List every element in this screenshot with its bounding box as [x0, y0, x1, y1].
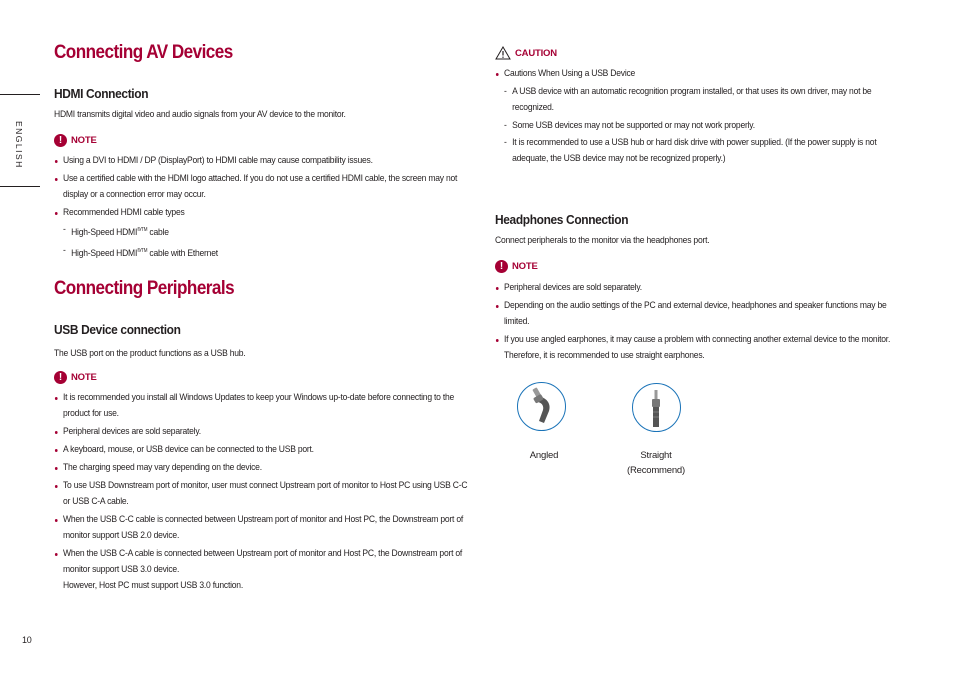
list-item: When the USB C-A cable is connected between Upstream port of monitor and Host PC, the Downstream port of monitor support USB 3.0 device. However, Host PC must support USB 3.0 function. — [54, 546, 477, 594]
list-item: Cautions When Using a USB Device - A USB device with an automatic recognition program installed, or that uses its own driver, may not be recognized. - Some USB devices may not be supported or may not work properly. - It is recommended to use a USB hub or hard disk drive with power supplied. (If the power supply is not adequate, the USB device may not be recognized properly.) — [495, 66, 900, 167]
av-devices-title: Connecting AV Devices — [54, 42, 233, 63]
hdmi-note-label: NOTE — [71, 135, 97, 146]
headphones-heading: Headphones Connection — [495, 212, 629, 227]
note-exclamation-icon: ! — [54, 134, 67, 147]
list-item: When the USB C-C cable is connected between Upstream port of monitor and Host PC, the Downstream port of monitor support USB 2.0 device. — [54, 512, 477, 544]
headphones-note-list — [495, 280, 918, 366]
list-item: Recommended HDMI cable types - High-Speed $HDMI^{®/TM}$ cable - High-Speed $HDMI^{®/TM}$ cable with Ethernet — [54, 205, 477, 262]
language-label: ENGLISH — [14, 121, 24, 169]
caution-triangle-icon — [495, 46, 511, 60]
note-exclamation-icon: ! — [495, 260, 508, 273]
hdmi-description: HDMI transmits digital video and audio signals from your AV device to the monitor. — [54, 109, 346, 120]
sidebar-bottom-rule — [0, 186, 40, 187]
list-item: Peripheral devices are sold separately. — [495, 280, 918, 296]
hdmi-note-header — [54, 134, 97, 147]
peripherals-title: Connecting Peripherals — [54, 278, 235, 299]
caution-subitem: - It is recommended to use a USB hub or hard disk drive with power supplied. (If the power supply is not adequate, the USB device may not be recognized properly.) — [504, 135, 900, 167]
list-item: A keyboard, mouse, or USB device can be connected to the USB port. — [54, 442, 477, 458]
hdmi-heading: HDMI Connection — [54, 86, 149, 101]
hdmi-note-list — [54, 153, 477, 264]
cable-type-item: - High-Speed $HDMI^{®/TM}$ cable with Ethernet — [63, 243, 477, 262]
angled-earphone-figure — [517, 382, 566, 431]
list-item: If you use angled earphones, it may cause a problem with connecting another external device to the monitor. Therefore, it is recommended to use straight earphones. — [495, 332, 918, 364]
straight-earphone-figure — [632, 383, 681, 432]
caution-label: CAUTION — [515, 47, 557, 59]
sidebar-top-rule — [0, 94, 40, 95]
straight-recommend-caption: (Recommend) — [627, 465, 685, 476]
usb-note-list — [54, 390, 477, 596]
caution-header — [495, 46, 557, 60]
caution-subitem: - A USB device with an automatic recognition program installed, or that uses its own driver, may not be recognized. — [504, 84, 900, 116]
list-item: Using a DVI to HDMI / DP (DisplayPort) to HDMI cable may cause compatibility issues. — [54, 153, 477, 169]
list-item: To use USB Downstream port of monitor, user must connect Upstream port of monitor to Host PC using USB C-C or USB C-A cable. — [54, 478, 477, 510]
note-exclamation-icon: ! — [54, 371, 67, 384]
usb-note-label: NOTE — [71, 372, 97, 383]
caution-subitem: - Some USB devices may not be supported or may not work properly. — [504, 118, 900, 134]
page-number: 10 — [22, 635, 32, 645]
list-item: It is recommended you install all Windows Updates to keep your Windows up-to-date before connecting to the product for use. — [54, 390, 477, 422]
list-item: Peripheral devices are sold separately. — [54, 424, 477, 440]
cable-type-item: - High-Speed $HDMI^{®/TM}$ cable — [63, 222, 477, 241]
straight-plug-icon — [633, 384, 680, 431]
usb-description: The USB port on the product functions as a USB hub. — [54, 348, 246, 359]
list-item: Depending on the audio settings of the PC and external device, headphones and speaker functions may be limited. — [495, 298, 918, 330]
headphones-note-header — [495, 260, 538, 273]
straight-caption: Straight — [640, 450, 672, 461]
angled-plug-icon — [518, 383, 565, 430]
list-item: The charging speed may vary depending on the device. — [54, 460, 477, 476]
usb-note-header — [54, 371, 97, 384]
angled-caption: Angled — [529, 450, 559, 461]
headphones-note-label: NOTE — [512, 261, 538, 272]
usb-heading: USB Device connection — [54, 322, 181, 337]
caution-list — [495, 66, 900, 169]
headphones-description: Connect peripherals to the monitor via the headphones port. — [495, 235, 710, 246]
list-item: Use a certified cable with the HDMI logo attached. If you do not use a certified HDMI cable, the screen may not display or a connection error may occur. — [54, 171, 477, 203]
